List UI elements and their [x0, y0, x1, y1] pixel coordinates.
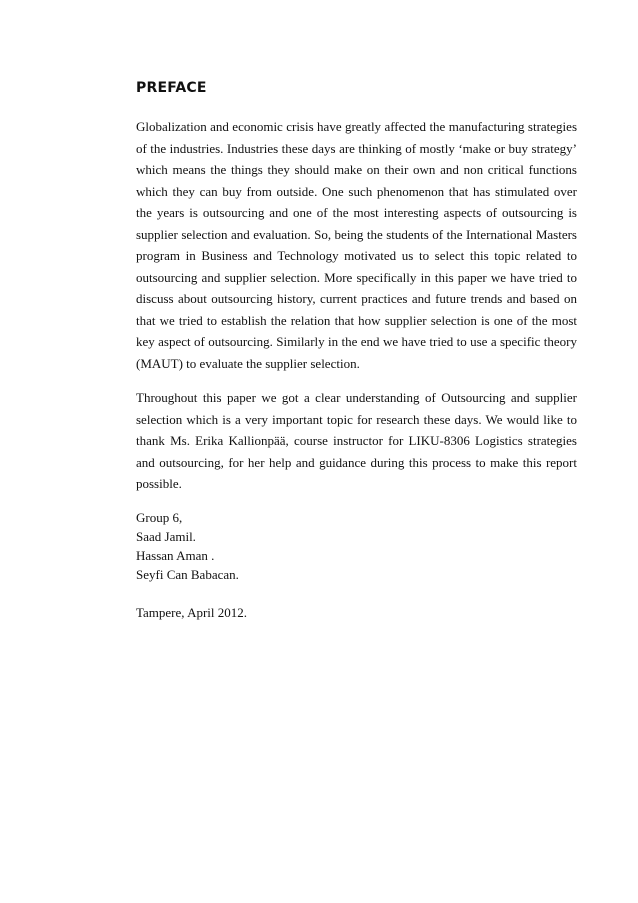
- author-name: Seyfi Can Babacan.: [136, 566, 239, 582]
- preface-heading: PREFACE: [136, 80, 207, 96]
- page-content: [136, 78, 577, 622]
- place-and-date: Tampere, April 2012.: [136, 604, 248, 620]
- preface-paragraph-1: Globalization and economic crisis have greatly affected the manufacturing strategies of the industries. Industries these days are thinking of mostly ‘make or buy strategy’ which means the things they should make on their own and non critical functions which they can buy from outside. One such phenomenon that has stimulated over the years is outsourcing and one of the most interesting aspects of outsourcing is supplier selection and evaluation. So, being the students of the International Masters program in Business and Technology motivated us to select this topic related to outsourcing and supplier selection. More specifically in this paper we have tried to discuss about outsourcing history, current practices and future trends and based on that we tried to establish the relation that how supplier selection is one of the most key aspect of outsourcing. Similarly in the end we have tried to use a specific theory (MAUT) to evaluate the supplier selection.: [136, 119, 577, 371]
- author-name: Hassan Aman .: [136, 547, 215, 563]
- group-name: Group 6,: [136, 509, 183, 525]
- signature-block: [136, 508, 577, 584]
- author-name: Saad Jamil.: [136, 528, 196, 544]
- preface-paragraph-2: Throughout this paper we got a clear understanding of Outsourcing and supplier selection which is a very important topic for research these days. We would like to thank Ms. Erika Kallionpää, course instructor for LIKU-8306 Logistics strategies and outsourcing, for her help and guidance during this process to make this report possible.: [136, 390, 577, 491]
